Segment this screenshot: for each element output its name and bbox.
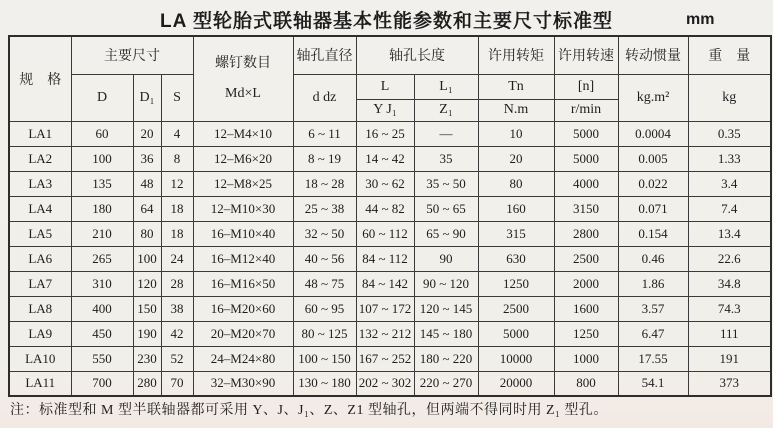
cell-l1: 90 [414, 246, 478, 271]
cell-md-l: 24–M24×80 [193, 346, 293, 371]
cell-l1: 90 ~ 120 [414, 271, 478, 296]
cell-tn: 20000 [478, 371, 554, 396]
cell-s: 52 [161, 346, 193, 371]
cell-weight: 13.4 [688, 221, 771, 246]
cell-l: 14 ~ 42 [356, 146, 414, 171]
cell-d1: 100 [133, 246, 161, 271]
cell-md-l: 16–M10×40 [193, 221, 293, 246]
cell-d: 210 [71, 221, 133, 246]
cell-n: 1600 [554, 296, 618, 321]
header-D1: D₁ [133, 74, 161, 121]
cell-s: 8 [161, 146, 193, 171]
cell-l: 60 ~ 112 [356, 221, 414, 246]
table-row [9, 296, 771, 321]
cell-d-dz: 100 ~ 150 [293, 346, 356, 371]
cell-spec: LA8 [9, 296, 71, 321]
cell-d1: 280 [133, 371, 161, 396]
cell-s: 4 [161, 121, 193, 146]
cell-inertia: 0.0004 [618, 121, 688, 146]
cell-d1: 64 [133, 196, 161, 221]
cell-weight: 34.8 [688, 271, 771, 296]
cell-tn: 315 [478, 221, 554, 246]
cell-l1: 180 ~ 220 [414, 346, 478, 371]
cell-weight: 1.33 [688, 146, 771, 171]
header-rmin: r/min [554, 99, 618, 121]
cell-tn: 20 [478, 146, 554, 171]
header-moment-of-inertia: 转动惯量 [618, 36, 688, 74]
cell-d: 310 [71, 271, 133, 296]
cell-n: 5000 [554, 121, 618, 146]
cell-s: 24 [161, 246, 193, 271]
cell-d1: 120 [133, 271, 161, 296]
cell-d-dz: 8 ~ 19 [293, 146, 356, 171]
cell-spec: LA11 [9, 371, 71, 396]
cell-tn: 10 [478, 121, 554, 146]
cell-spec: LA2 [9, 146, 71, 171]
cell-s: 42 [161, 321, 193, 346]
cell-s: 12 [161, 171, 193, 196]
header-allowable-torque: 许用转矩 [478, 36, 554, 74]
cell-l1: 50 ~ 65 [414, 196, 478, 221]
cell-d: 100 [71, 146, 133, 171]
header-bore-diameter: 轴孔直径 [293, 36, 356, 74]
header-Tn: Tn [478, 74, 554, 99]
header-bore-length: 轴孔长度 [356, 36, 478, 74]
cell-s: 70 [161, 371, 193, 396]
cell-spec: LA10 [9, 346, 71, 371]
cell-d-dz: 25 ~ 38 [293, 196, 356, 221]
header-screw-count-title: 螺钉数目 [215, 56, 271, 72]
cell-d: 400 [71, 296, 133, 321]
cell-md-l: 16–M12×40 [193, 246, 293, 271]
cell-l: 167 ~ 252 [356, 346, 414, 371]
cell-s: 28 [161, 271, 193, 296]
cell-tn: 5000 [478, 321, 554, 346]
cell-inertia: 0.46 [618, 246, 688, 271]
cell-d1: 20 [133, 121, 161, 146]
cell-spec: LA3 [9, 171, 71, 196]
cell-md-l: 12–M10×30 [193, 196, 293, 221]
header-Nm: N.m [478, 99, 554, 121]
table-row [9, 321, 771, 346]
cell-inertia: 6.47 [618, 321, 688, 346]
cell-weight: 0.35 [688, 121, 771, 146]
table-row [9, 346, 771, 371]
header-screw-count [193, 36, 293, 121]
table-row [9, 221, 771, 246]
cell-md-l: 32–M30×90 [193, 371, 293, 396]
cell-l1: 120 ~ 145 [414, 296, 478, 321]
cell-weight: 74.3 [688, 296, 771, 321]
cell-l1: 145 ~ 180 [414, 321, 478, 346]
cell-l: 30 ~ 62 [356, 171, 414, 196]
header-allowable-speed: 许用转速 [554, 36, 618, 74]
table-row [9, 121, 771, 146]
cell-inertia: 3.57 [618, 296, 688, 321]
cell-d-dz: 32 ~ 50 [293, 221, 356, 246]
cell-md-l: 12–M4×10 [193, 121, 293, 146]
cell-d-dz: 60 ~ 95 [293, 296, 356, 321]
cell-spec: LA5 [9, 221, 71, 246]
cell-md-l: 16–M20×60 [193, 296, 293, 321]
unit-label: mm [686, 11, 715, 28]
table-row [9, 146, 771, 171]
cell-spec: LA7 [9, 271, 71, 296]
cell-s: 18 [161, 221, 193, 246]
cell-inertia: 1.86 [618, 271, 688, 296]
header-weight-unit: kg [688, 74, 771, 121]
cell-d1: 36 [133, 146, 161, 171]
cell-d-dz: 80 ~ 125 [293, 321, 356, 346]
cell-spec: LA4 [9, 196, 71, 221]
cell-spec: LA9 [9, 321, 71, 346]
cell-d1: 80 [133, 221, 161, 246]
header-L1: L₁ [414, 74, 478, 99]
header-screw-count-symbol: Md×L [225, 85, 261, 101]
cell-n: 3150 [554, 196, 618, 221]
cell-weight: 22.6 [688, 246, 771, 271]
cell-l: 84 ~ 142 [356, 271, 414, 296]
cell-l1: 35 [414, 146, 478, 171]
cell-l: 107 ~ 172 [356, 296, 414, 321]
table-row [9, 196, 771, 221]
cell-s: 38 [161, 296, 193, 321]
cell-n: 2000 [554, 271, 618, 296]
cell-l1: 220 ~ 270 [414, 371, 478, 396]
cell-inertia: 54.1 [618, 371, 688, 396]
cell-weight: 373 [688, 371, 771, 396]
header-spec: 规 格 [9, 36, 71, 121]
footnote: 注：标准型和 M 型半联轴器都可采用 Y、J、J₁、Z、Z1 型轴孔，但两端不得同时用 Z₁ 型孔。 [10, 403, 608, 418]
table-row [9, 271, 771, 296]
title-row [0, 0, 773, 34]
cell-d1: 190 [133, 321, 161, 346]
cell-d-dz: 40 ~ 56 [293, 246, 356, 271]
cell-d-dz: 48 ~ 75 [293, 271, 356, 296]
cell-weight: 7.4 [688, 196, 771, 221]
cell-d-dz: 130 ~ 180 [293, 371, 356, 396]
cell-md-l: 16–M16×50 [193, 271, 293, 296]
cell-d: 550 [71, 346, 133, 371]
cell-d-dz: 6 ~ 11 [293, 121, 356, 146]
cell-n: 2500 [554, 246, 618, 271]
cell-s: 18 [161, 196, 193, 221]
cell-l: 84 ~ 112 [356, 246, 414, 271]
cell-weight: 3.4 [688, 171, 771, 196]
cell-md-l: 12–M8×25 [193, 171, 293, 196]
table-row [9, 371, 771, 396]
cell-md-l: 20–M20×70 [193, 321, 293, 346]
cell-l1: 35 ~ 50 [414, 171, 478, 196]
cell-d1: 230 [133, 346, 161, 371]
table-body [9, 121, 771, 396]
cell-d1: 48 [133, 171, 161, 196]
header-main-dimensions: 主要尺寸 [71, 36, 193, 74]
header-Z1: Z₁ [414, 99, 478, 121]
cell-l: 16 ~ 25 [356, 121, 414, 146]
cell-n: 2800 [554, 221, 618, 246]
cell-spec: LA1 [9, 121, 71, 146]
cell-tn: 160 [478, 196, 554, 221]
header-d-dz: d dz [293, 74, 356, 121]
cell-inertia: 0.071 [618, 196, 688, 221]
page-title: LA 型轮胎式联轴器基本性能参数和主要尺寸标准型 [160, 11, 613, 32]
cell-n: 1000 [554, 346, 618, 371]
cell-d: 135 [71, 171, 133, 196]
header-inertia-unit: kg.m² [618, 74, 688, 121]
cell-inertia: 0.005 [618, 146, 688, 171]
cell-tn: 10000 [478, 346, 554, 371]
cell-inertia: 0.022 [618, 171, 688, 196]
header-D: D [71, 74, 133, 121]
cell-inertia: 17.55 [618, 346, 688, 371]
cell-l: 132 ~ 212 [356, 321, 414, 346]
cell-d-dz: 18 ~ 28 [293, 171, 356, 196]
table-row [9, 246, 771, 271]
cell-n: 4000 [554, 171, 618, 196]
cell-n: 1250 [554, 321, 618, 346]
cell-weight: 111 [688, 321, 771, 346]
cell-tn: 2500 [478, 296, 554, 321]
cell-d: 265 [71, 246, 133, 271]
cell-spec: LA6 [9, 246, 71, 271]
cell-d: 60 [71, 121, 133, 146]
cell-l: 44 ~ 82 [356, 196, 414, 221]
cell-d: 450 [71, 321, 133, 346]
cell-tn: 80 [478, 171, 554, 196]
cell-l1: 65 ~ 90 [414, 221, 478, 246]
header-S: S [161, 74, 193, 121]
header-L: L [356, 74, 414, 99]
cell-tn: 630 [478, 246, 554, 271]
cell-inertia: 0.154 [618, 221, 688, 246]
header-YJ1: Y J₁ [356, 99, 414, 121]
table-row [9, 171, 771, 196]
cell-n: 800 [554, 371, 618, 396]
cell-tn: 1250 [478, 271, 554, 296]
cell-md-l: 12–M6×20 [193, 146, 293, 171]
header-weight: 重 量 [688, 36, 771, 74]
coupling-parameters-table [8, 35, 772, 397]
cell-n: 5000 [554, 146, 618, 171]
header-n: [n] [554, 74, 618, 99]
cell-d: 180 [71, 196, 133, 221]
cell-l1: — [414, 121, 478, 146]
cell-weight: 191 [688, 346, 771, 371]
cell-l: 202 ~ 302 [356, 371, 414, 396]
cell-d: 700 [71, 371, 133, 396]
cell-d1: 150 [133, 296, 161, 321]
